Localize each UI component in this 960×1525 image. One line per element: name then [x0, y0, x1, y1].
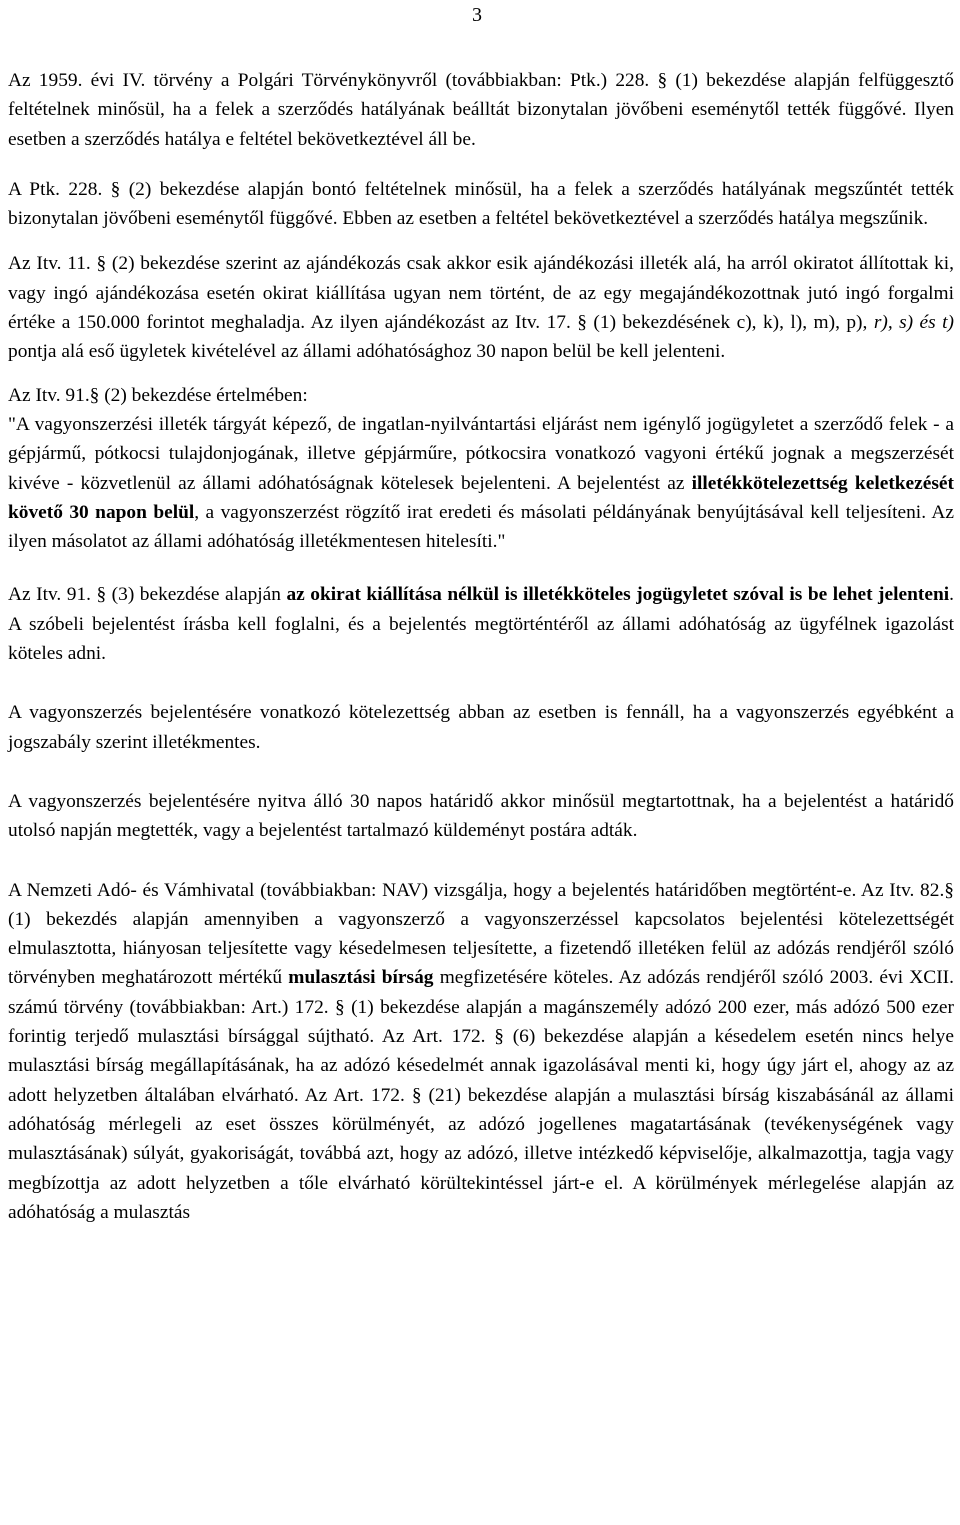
- paragraph-deadline: [8, 787, 954, 846]
- text-run: , a vagyonszerzést rögzítő irat eredeti és másolati példányának benyújtásával kell teljesíteni. Az ilyen másolatot az állami adóhatóság illetékmentesen hitelesíti.": [8, 501, 954, 553]
- paragraph-nav-penalty: [8, 876, 954, 1228]
- bold-text-run: illetékkötelezettség keletkezését követő 30 napon belül: [8, 472, 954, 523]
- text-run: megfizetésére köteles. Az adózás rendjéről szóló 2003. évi XCII. számú törvény (továbbiakban: Art.) 172. § (1) bekezdése alapján a magánszemély adózó 200 ezer, más adózó 500 ezer forintig terjedő mulasztási bírsággal sújtható. Az Art. 172. § (6) bekezdése alapján a késedelem esetén nincs helye mulasztási bírság megállapításának, ha az adózó késedelmét annak igazolásával menti ki, hogy úgy járt el, ahogy az az adott helyzetben általában elvárható. Az Art. 172. § (21) bekezdése alapján a mulasztási bírság kiszabásánál az állami adóhatóság mérlegeli az eset összes körülményét, az adózó jogellenes magatartásának (tevékenységének vagy mulasztásának) súlyát, gyakoriságát, továbbá azt, hogy az adózó, illetve intézkedő képviselője, alkalmazottja, tagja vagy megbízottja az adott helyzetben a tőle elvárható körültekintéssel járt-e el. A körülmények mérlegelése alapján az adóhatóság a mulasztás: [8, 967, 954, 1223]
- text-run: A Nemzeti Adó- és Vámhivatal (továbbiakban: NAV) vizsgálja, hogy a bejelentés határidőben megtörtént-e. Az Itv. 82.§ (1) bekezdés alapján amennyiben a vagyonszerző a vagyonszerzéssel kapcsolatos bejelentési kötelezettségét elmulasztotta, hiányosan teljesítette vagy késedelmesen teljesítette, a fizetendő illetéken felül az adózás rendjéről szóló törvényben meghatározott mértékű: [8, 879, 954, 989]
- text-run: pontja alá eső ügyletek kivételével az állami adóhatósághoz 30 napon belül be kell jelenteni.: [8, 341, 726, 363]
- paragraph-exemption: [8, 698, 954, 757]
- paragraph-itv-91-2: [8, 381, 954, 557]
- text-run: A Ptk. 228. § (2) bekezdése alapján bontó feltételnek minősül, ha a felek a szerződés hatályának megszűntét tették bizonytalan jövőbeni eseménytől függővé. Ebben az esetben a feltétel bekövetkeztével a szerződés hatálya megszűnik.: [8, 178, 954, 230]
- paragraph-itv-91-3: [8, 580, 954, 668]
- paragraph-ptk-228-1: [8, 66, 954, 154]
- text-run: A vagyonszerzés bejelentésére nyitva álló 30 napos határidő akkor minősül megtartottnak, ha a bejelentést a határidő utolsó napján megtették, vagy a bejelentést tartalmazó küldeményt postára adták.: [8, 790, 954, 842]
- bold-text-run: az okirat kiállítása nélkül is illetékköteles jogügyletet szóval is be lehet jelenteni: [286, 584, 950, 606]
- text-run: A vagyonszerzés bejelentésére vonatkozó kötelezettség abban az esetben is fennáll, ha a vagyonszerzés egyébként a jogszabály szerint illetékmentes.: [8, 702, 954, 753]
- text-run: "A vagyonszerzési illeték tárgyát képező, de ingatlan-nyilvántartási eljárást nem igénylő jogügyletet a szerződő felek - a gépjármű, pótkocsi tulajdonjogának, illetve gépjárműre, pótkocsira vonatkozó vagyoni értékű jognak a megszerzését kivéve - közvetlenül az állami adóhatóságnak kötelesek bejelenteni. A bejelentést az: [8, 413, 954, 494]
- text-run: Az Itv. 91.§ (2) bekezdése értelmében:: [8, 384, 308, 406]
- text-run: Az Itv. 91. § (3) bekezdése alapján: [8, 584, 287, 606]
- document-body: [8, 66, 954, 1227]
- bold-text-run: mulasztási bírság: [288, 967, 434, 989]
- text-run: . A szóbeli bejelentést írásba kell foglalni, és a bejelentés megtörténtéről az állami adóhatóság az ügyfélnek igazolást köteles adni.: [8, 584, 954, 665]
- page-number: 3: [472, 4, 482, 26]
- italic-text-run: r), s) és t): [873, 312, 954, 334]
- paragraph-ptk-228-2: [8, 175, 954, 234]
- text-run: Az Itv. 11. § (2) bekezdése szerint az ajándékozás csak akkor esik ajándékozási illeték alá, ha arról okiratot állítottak ki, vagy ingó ajándékozása esetén okirat kiállítása ugyan nem történt, de az egy megajándékozottnak jutó ingó forgalmi értéke a 150.000 forintot meghaladja. Az ilyen ajándékozást az Itv. 17. § (1) bekezdésének c), k), l), m), p),: [8, 253, 954, 334]
- text-run: Az 1959. évi IV. törvény a Polgári Törvénykönyvről (továbbiakban: Ptk.) 228. § (1) bekezdése alapján felfüggesztő feltételnek minősül, ha a felek a szerződés hatályának beálltát bizonytalan jövőbeni eseménytől tették függővé. Ilyen esetben a szerződés hatálya e feltétel bekövetkeztével áll be.: [8, 70, 954, 150]
- paragraph-itv-11: [8, 249, 954, 366]
